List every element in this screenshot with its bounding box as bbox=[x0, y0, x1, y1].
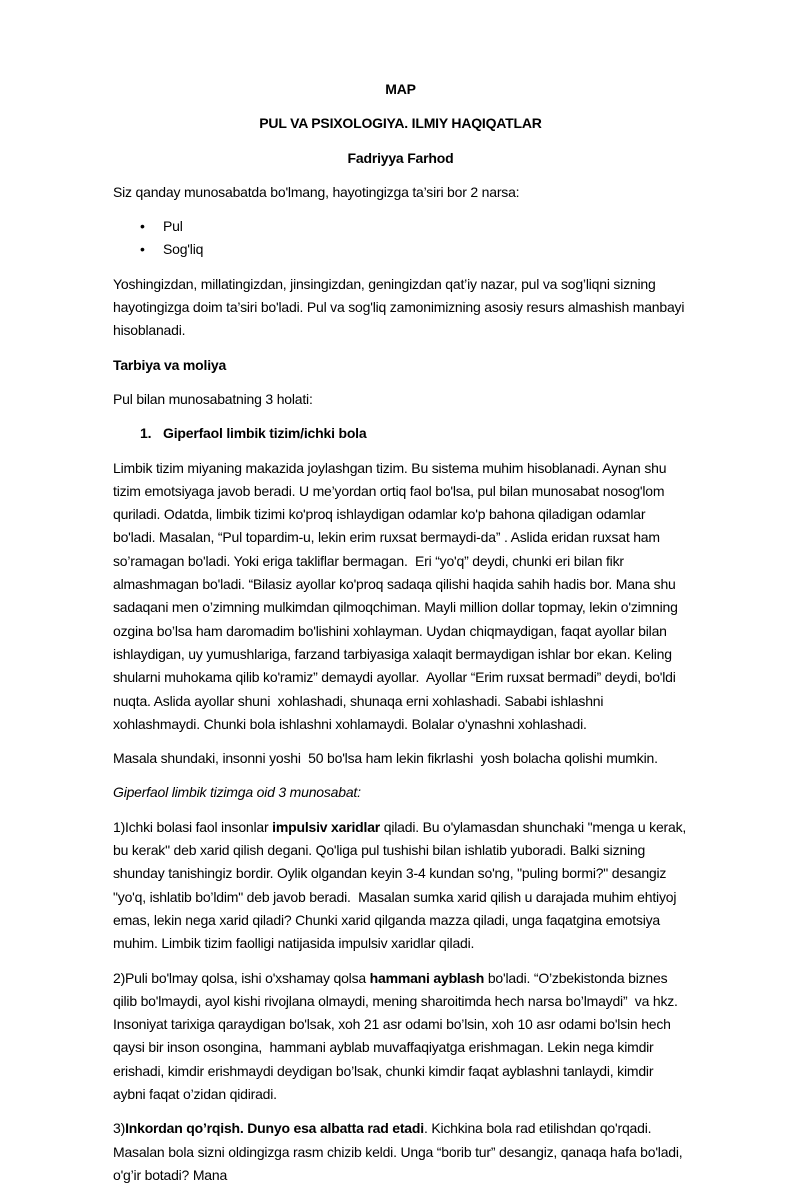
doc-subtitle: PUL VA PSIXOLOGIYA. ILMIY HAQIQATLAR bbox=[259, 115, 542, 132]
list-item bbox=[140, 215, 688, 238]
relation3-bold: Inkordan qo’rqish. Dunyo esa albatta rad etadi bbox=[125, 1120, 424, 1137]
bullet-list bbox=[113, 215, 688, 262]
relation3-paragraph bbox=[113, 1117, 688, 1187]
limbik-paragraph: Limbik tizim miyaning makazida joylashgan tizim. Bu sistema muhim hisoblanadi. Aynan shu tizim emotsiyaga javob beradi. U me’yordan ortiq faol bo'lsa, pul bilan munosabat nosog'lom quriladi. Odatda, limbik tizimi ko'proq ishlaydigan odamlar ko'p bahona qiladigan odamlar bo'ladi. Masalan, “Pul topardim-u, lekin erim ruxsat bermaydi-da” . Aslida eridan ruxsat ham so’ramagan bo'ladi. Yoki eriga takliflar bermagan. Eri “yo'q” deydi, chunki eri bilan fikr almashmagan bo'ladi. “Bilasiz ayollar ko'proq sadaqa qilishi haqida sahih hadis bor. Mana shu sadaqani men o’zimning mulkimdan qilmoqchiman. Mayli million dollar topmay, lekin o'zimning ozgina bo’lsa ham daromadim bo'lishini xohlayman. Uydan chiqmaydigan, faqat ayollar bilan ishlaydigan, uy yumushlariga, farzand tarbiyasiga xalaqit bermaydigan ishlar bor ekan. Keling shularni muhokama qilib ko'ramiz” demaydi ayollar. Ayollar “Erim ruxsat bermadi” deydi, bo'ldi nuqta. Aslida ayollar shuni xohlashadi, shunaqa erni xohlashadi. Sababi ishlashni xohlashmaydi. Chunki bola ishlashni xohlamaydi. Bolalar o'ynashni xohlashadi. bbox=[113, 459, 682, 732]
bullet-icon: • bbox=[140, 218, 145, 235]
section-heading: Tarbiya va moliya bbox=[113, 356, 227, 373]
numbered-item-number: 1. bbox=[140, 425, 152, 442]
age-paragraph: Masala shundaki, insonni yoshi 50 bo'lsa ham lekin fikrlashi yosh bolacha qolishi mumkin. bbox=[113, 750, 658, 767]
relation3-post: . Kichkina bola rad etilishdan qo'rqadi. Masalan bola sizni oldingizga rasm chizib keldi. Unga “borib tur” desangiz, qanaqa hafa bo'ladi, o'g’ir botadi? Mana bbox=[113, 1120, 687, 1183]
intro-paragraph: Siz qanday munosabatda bo'lmang, hayotingizga ta’siri bor 2 narsa: bbox=[113, 183, 520, 200]
bullet-item-label: Sog'liq bbox=[163, 241, 204, 258]
relation2-bold: hammani ayblash bbox=[369, 969, 485, 986]
doc-author: Fadriyya Farhod bbox=[347, 149, 454, 166]
relation1-post: qiladi. Bu o'ylamasdan shunchaki "menga u kerak, bu kerak" deb xarid qilish degani. Qo'liga pul tushishi bilan ishlatib yuboradi. Balki sizning shunday tanishingiz bordir. Oylik olgandan keyin 3-4 kundan so'ng, "puling bormi?" desangiz "yo'q, ishlatib bo’ldim" deb javob beradi. Masalan sumka xarid qilish u darajada muhim ehtiyoj emas, lekin nega xarid qiladi? Chunki xarid qilganda mazza qiladi, unga faqatgina emotsiya muhim. Limbik tizim faolligi natijasida impulsiv xaridlar qiladi. bbox=[113, 818, 690, 952]
relation1-paragraph bbox=[113, 816, 688, 956]
relation2-pre: 2)Puli bo'lmay qolsa, ishi o'xshamay qolsa bbox=[113, 969, 370, 986]
list-item bbox=[140, 238, 688, 261]
numbered-item bbox=[113, 422, 688, 445]
relation1-pre: 1)Ichki bolasi faol insonlar bbox=[113, 818, 273, 835]
numbered-item-label: Giperfaol limbik tizim/ichki bola bbox=[163, 425, 367, 442]
relation2-post: bo'ladi. “O’zbekistonda biznes qilib bo'lmaydi, ayol kishi rivojlana olmaydi, mening sharoitimda hech narsa bo’lmaydi” va hkz. Insoniyat tarixiga qaraydigan bo'lsak, xoh 21 asr odami bo’lsin, xoh 10 asr odami bo'lsin hech qaysi bir inson osongina, hammani ayblab muvaffaqiyatga erishmagan. Lekin nega kimdir erishadi, kimdir erishmaydi deydigan bo’lsak, chunki kimdir faqat ayblashni tanlaydi, kimdir aybni faqat o’zidan qidiradi. bbox=[113, 969, 682, 1102]
relation3-pre: 3) bbox=[113, 1120, 126, 1137]
bullet-icon: • bbox=[140, 241, 145, 258]
relation1-bold: impulsiv xaridlar bbox=[272, 818, 381, 835]
relations-intro: Giperfaol limbik tizimga oid 3 munosabat: bbox=[113, 784, 361, 801]
relation2-paragraph bbox=[113, 967, 688, 1107]
influence-paragraph: Yoshingizdan, millatingizdan, jinsingizdan, geningizdan qat’iy nazar, pul va sog’liqni sizning hayotingizga doim ta’siri bo'ladi. Pul va sog'liq zamonimizning asosiy resurs almashish manbayi hisoblanadi. bbox=[113, 275, 688, 339]
bullet-item-label: Pul bbox=[163, 218, 183, 235]
doc-title: MAP bbox=[385, 81, 416, 97]
states-line: Pul bilan munosabatning 3 holati: bbox=[113, 390, 313, 407]
